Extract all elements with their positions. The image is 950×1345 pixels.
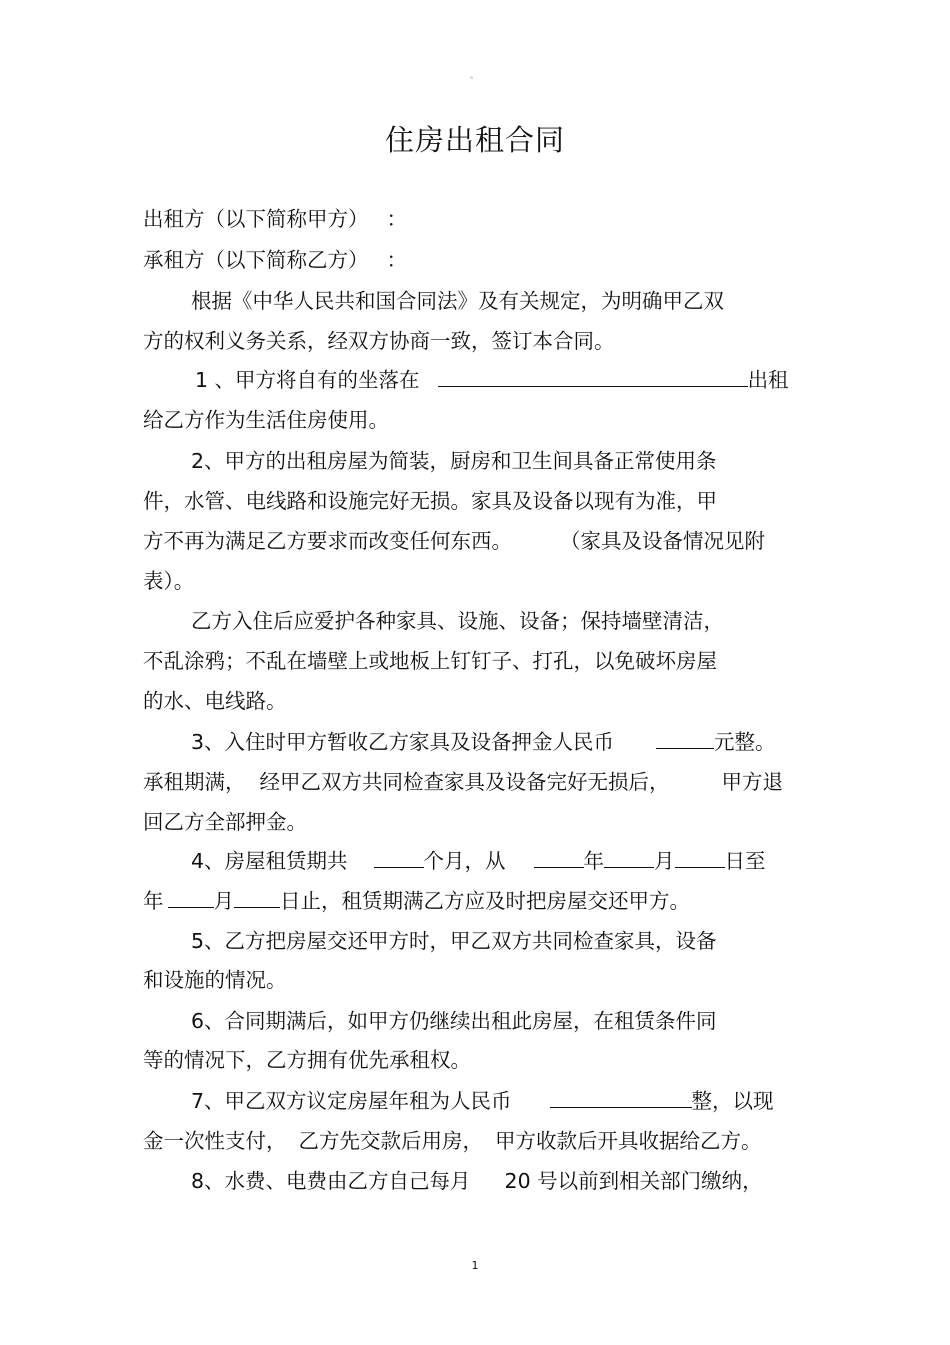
address-blank[interactable] (438, 366, 748, 387)
clause4-text: 4、房屋租赁期共 (191, 849, 348, 873)
clause4-line2-end: 日止，租赁期满乙方应及时把房屋交还甲方。 (280, 889, 690, 913)
clause2-line-3 (143, 527, 765, 555)
lessee-label: 承租方（以下简称乙方） (143, 248, 369, 272)
start-day-blank[interactable] (675, 847, 725, 868)
clause8-post: 20 号以前到相关部门缴纳， (504, 1169, 763, 1193)
clause8-text: 8、水费、电费由乙方自己每月 (191, 1169, 471, 1193)
start-month-blank[interactable] (604, 847, 654, 868)
start-year-blank[interactable] (534, 847, 584, 868)
clause3-line-3: 回乙方全部押金。 (143, 810, 307, 834)
clause2-line-3a: 方不再为满足乙方要求而改变任何东西。 (143, 529, 512, 553)
care-line-2: 不乱涂鸦；不乱在墙壁上或地板上钉钉子、打孔，以免破坏房屋 (143, 649, 717, 673)
care-line-1: 乙方入住后应爱护各种家具、设施、设备；保持墙壁清洁， (191, 609, 724, 633)
clause3-text: 3、入住时甲方暂收乙方家具及设备押金人民币 (191, 730, 615, 754)
clause8-line-1 (191, 1167, 763, 1195)
clause7-line-2a: 金一次性支付， (143, 1129, 287, 1153)
clause3-line-2a: 承租期满， (143, 770, 246, 794)
end-day-blank[interactable] (234, 887, 280, 908)
clause7-post: 整，以现 (691, 1089, 774, 1113)
clause4-months: 个月，从 (423, 849, 506, 873)
clause3-line-2c: 甲方退 (721, 770, 783, 794)
lessor-label: 出租方（以下简称甲方） (143, 207, 369, 231)
clause3-line-1 (191, 728, 776, 756)
clause2-line-1: 2、甲方的出租房屋为简装，厨房和卫生间具备正常使用条 (191, 449, 717, 473)
clause2-line-2: 件，水管、电线路和设施完好无损。家具及设备以现有为准，甲 (143, 489, 717, 513)
header-mark: 。 (470, 71, 478, 80)
clause4-line-2 (143, 887, 690, 915)
page-number: 1 (471, 1259, 479, 1272)
end-month-blank[interactable] (168, 887, 214, 908)
clause7-line-2c: 甲方收款后开具收据给乙方。 (495, 1129, 762, 1153)
clause4-year: 年 (583, 849, 605, 873)
clause4-line2-year: 年 (143, 889, 164, 913)
document-title: 住房出租合同 (384, 123, 565, 157)
clause4-day-to: 日至 (724, 849, 766, 873)
lessor-line (143, 205, 407, 233)
clause6-line-1: 6、合同期满后，如甲方仍继续出租此房屋，在租赁条件同 (191, 1009, 717, 1033)
clause7-line-2b: 乙方先交款后用房， (298, 1129, 483, 1153)
lessee-line (143, 246, 407, 274)
clause3-post: 元整。 (714, 730, 776, 754)
clause5-line-2: 和设施的情况。 (143, 968, 287, 992)
clause3-line-2b: 经甲乙双方共同检查家具及设备完好无损后， (259, 770, 670, 794)
rent-blank[interactable] (550, 1087, 692, 1108)
deposit-blank[interactable] (656, 728, 714, 749)
lessor-colon: ： (386, 207, 407, 231)
clause2-line-4: 表）。 (143, 569, 195, 593)
clause4-line2-month: 月 (213, 889, 234, 913)
clause1-line-2: 给乙方作为生活住房使用。 (143, 408, 389, 432)
clause7-text: 7、甲乙双方议定房屋年租为人民币 (191, 1089, 512, 1113)
clause5-line-1: 5、乙方把房屋交还甲方时，甲乙双方共同检查家具，设备 (191, 929, 717, 953)
clause2-line-3b: （家具及设备情况见附 (560, 529, 765, 553)
clause4-line-1 (191, 847, 766, 875)
clause3-line-2 (143, 768, 783, 796)
lessee-colon: ： (386, 248, 407, 272)
clause1-text: 1 、甲方将自有的坐落在 (195, 368, 420, 392)
clause7-line-1 (191, 1087, 774, 1115)
clause7-line-2 (143, 1127, 762, 1155)
clause6-line-2: 等的情况下，乙方拥有优先承租权。 (143, 1048, 471, 1072)
intro-line-1: 根据《中华人民共和国合同法》及有关规定，为明确甲乙双 (191, 289, 724, 313)
clause1-post: 出租 (747, 368, 789, 392)
intro-line-2: 方的权利义务关系，经双方协商一致，签订本合同。 (143, 329, 615, 353)
clause1-line-1 (195, 366, 789, 394)
months-blank[interactable] (374, 847, 424, 868)
care-line-3: 的水、电线路。 (143, 689, 287, 713)
clause4-month: 月 (654, 849, 675, 873)
